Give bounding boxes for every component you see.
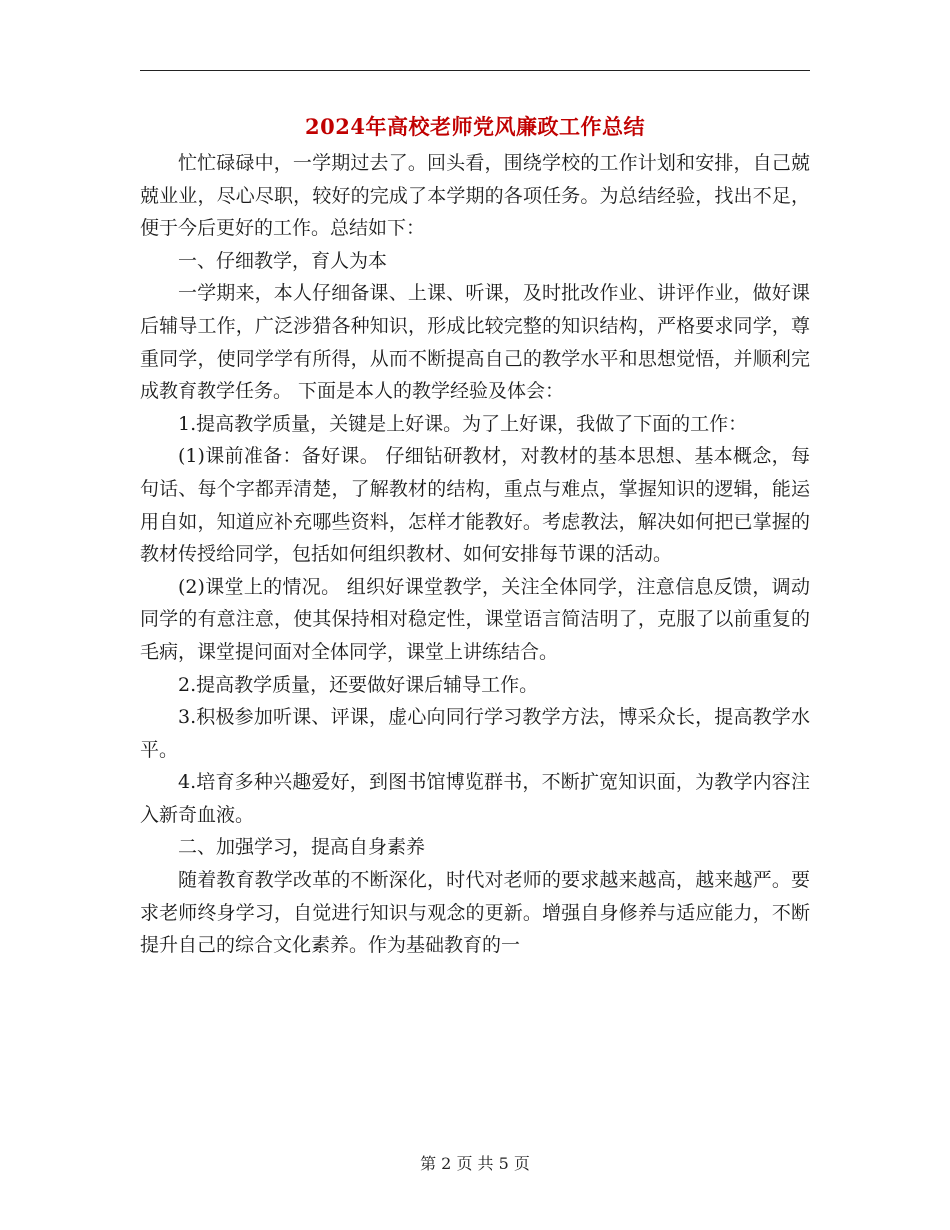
section-heading-2: 二、加强学习，提高自身素养 — [178, 836, 426, 859]
sub-list-item: (2)课堂上的情况。 组织好课堂教学，关注全体同学，注意信息反馈，调动同学的有意注意，使其保持相对稳定性，课堂语言简洁明了，克服了以前重复的毛病，课堂提问面对全体同学，课堂上讲练结合。 — [140, 575, 810, 663]
document-body — [140, 147, 810, 962]
header-rule — [140, 70, 810, 71]
list-item: 4.培育多种兴趣爱好，到图书馆博览群书，不断扩宽知识面，为教学内容注入新奇血液。 — [140, 771, 810, 826]
section-heading-1: 一、仔细教学，育人为本 — [178, 249, 388, 272]
list-item: 3.积极参加听课、评课，虚心向同行学习教学方法，博采众长，提高教学水平。 — [140, 706, 810, 761]
paragraph: 一学期来，本人仔细备课、上课、听课，及时批改作业、讲评作业，做好课后辅导工作，广泛涉猎各种知识，形成比较完整的知识结构，严格要求同学，尊重同学，使同学学有所得，从而不断提高自己的教学水平和思想觉悟，并顺利完成教育教学任务。 下面是本人的教学经验及体会： — [140, 282, 810, 403]
paragraph: 随着教育教学改革的不断深化，时代对老师的要求越来越高，越来越严。要求老师终身学习，自觉进行知识与观念的更新。增强自身修养与适应能力，不断提升自己的综合文化素养。作为基础教育的一 — [140, 869, 810, 957]
list-item: 1.提高教学质量，关键是上好课。为了上好课，我做了下面的工作： — [178, 412, 748, 435]
list-item: 2.提高教学质量，还要做好课后辅导工作。 — [178, 673, 539, 696]
document-title: 2024年高校老师党风廉政工作总结 — [305, 114, 645, 139]
paragraph-intro: 忙忙碌碌中，一学期过去了。回头看，围绕学校的工作计划和安排，自己兢兢业业，尽心尽职，较好的完成了本学期的各项任务。为总结经验，找出不足，便于今后更好的工作。总结如下： — [140, 152, 810, 240]
sub-list-item: (1)课前准备：备好课。 仔细钻研教材，对教材的基本思想、基本概念，每句话、每个字都弄清楚，了解教材的结构，重点与难点，掌握知识的逻辑，能运用自如，知道应补充哪些资料，怎样才能教好。考虑教法，解决如何把已掌握的教材传授给同学，包括如何组织教材、如何安排每节课的活动。 — [140, 445, 810, 566]
page-number-footer: 第 2 页 共 5 页 — [420, 1154, 530, 1173]
